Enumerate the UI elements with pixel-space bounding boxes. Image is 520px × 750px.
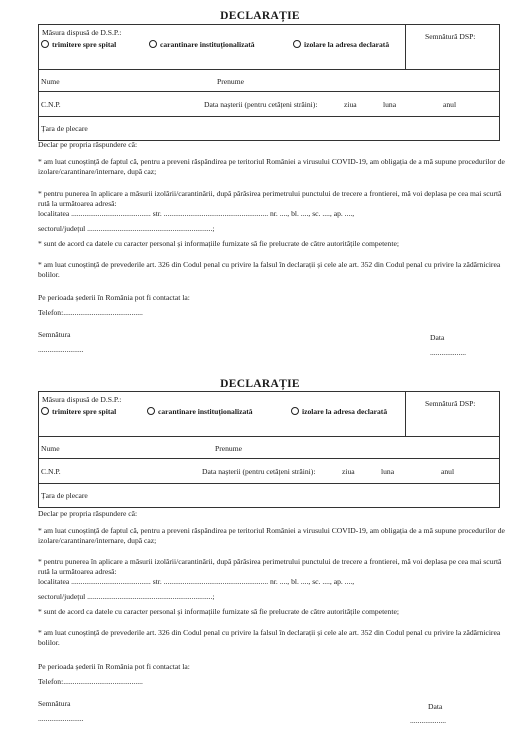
firstname-label: Prenume xyxy=(217,77,244,86)
signature-line[interactable]: ........................ xyxy=(38,714,84,723)
departure-label: Țara de plecare xyxy=(41,124,88,133)
name-label: Nume xyxy=(41,77,60,86)
phone-line[interactable]: Telefon:.......................................... xyxy=(38,677,143,686)
bullet-route: * pentru punerea în aplicare a măsurii izolării/carantinării, după părăsirea perimetrului punctului de trecere a frontierei, mă voi deplasa pe cea mai scurtă rută la următoarea adresă: xyxy=(38,189,502,208)
option-hospital[interactable] xyxy=(41,40,116,49)
contact-label: Pe perioada șederii în România pot fi contactat la: xyxy=(38,293,190,302)
bullet-covid: * am luat cunoștință de faptul că, pentru a preveni răspândirea pe teritoriul României a virusului COVID-19, am obligația de a mă supune procedurilor de izolare/carantinare/internare, după caz; xyxy=(38,526,505,545)
month-label: luna xyxy=(381,467,395,476)
radio-circle-icon[interactable] xyxy=(293,40,301,48)
bullet-route: * pentru punerea în aplicare a măsurii izolării/carantinării, după părăsirea perimetrului punctului de trecere a frontierei, mă voi deplasa pe cea mai scurtă rută la următoarea adresă: xyxy=(38,557,502,576)
signature-label: Semnătura xyxy=(38,699,71,708)
intro-text: Declar pe propria răspundere că: xyxy=(38,140,138,149)
option-quarantine-label: carantinare instituționalizată xyxy=(158,407,253,416)
form-title: DECLARAȚIE xyxy=(220,10,300,22)
contact-label: Pe perioada șederii în România pot fi contactat la: xyxy=(38,662,190,671)
radio-circle-icon[interactable] xyxy=(41,407,49,415)
sector-line[interactable]: sectorul/județul ..................................................................; xyxy=(38,224,215,233)
option-hospital[interactable] xyxy=(41,407,116,416)
year-label: anul xyxy=(441,467,455,476)
year-label: anul xyxy=(443,100,457,109)
signature-label: Semnătura xyxy=(38,330,71,339)
measure-label: Măsura dispusă de D.S.P.: xyxy=(42,395,122,404)
option-quarantine[interactable] xyxy=(149,40,255,49)
cnp-row[interactable] xyxy=(39,92,499,117)
form-title: DECLARAȚIE xyxy=(220,378,300,390)
option-isolation-label: izolare la adresa declarată xyxy=(302,407,388,416)
name-row[interactable] xyxy=(39,437,499,459)
date-line[interactable]: ................... xyxy=(430,348,467,357)
personal-data-table xyxy=(38,391,500,508)
cnp-label: C.N.P. xyxy=(41,100,61,109)
phone-line[interactable]: Telefon:.......................................... xyxy=(38,308,143,317)
birth-label: Data nașterii (pentru cetățeni străini): xyxy=(204,100,318,109)
sector-line[interactable]: sectorul/județul ..................................................................; xyxy=(38,592,215,601)
name-row[interactable] xyxy=(39,70,499,92)
departure-label: Țara de plecare xyxy=(41,491,88,500)
date-label: Data xyxy=(430,333,445,342)
address-line[interactable]: localitatea .......................................... str. ....................................................... nr. ...., bl. ...., sc. ...., ap. ...., xyxy=(38,209,355,218)
birth-label: Data nașterii (pentru cetățeni străini): xyxy=(202,467,316,476)
day-label: ziua xyxy=(344,100,357,109)
bullet-covid: * am luat cunoștință de faptul că, pentru a preveni răspândirea pe teritoriul României a virusului COVID-19, am obligația de a mă supune procedurilor de izolare/carantinare/internare, după caz; xyxy=(38,157,505,176)
month-label: luna xyxy=(383,100,397,109)
departure-row[interactable] xyxy=(39,117,499,141)
option-hospital-label: trimitere spre spital xyxy=(52,40,117,49)
option-hospital-label: trimitere spre spital xyxy=(52,407,117,416)
dsp-signature-label: Semnătură DSP: xyxy=(425,399,476,408)
measure-row xyxy=(39,392,499,437)
option-isolation-label: izolare la adresa declarată xyxy=(304,40,390,49)
bullet-penal: * am luat cunoștință de prevederile art. 326 din Codul penal cu privire la falsul în declarații și cele ale art. 352 din Codul penal cu privire la zădărnicirea bolilor. xyxy=(38,260,501,279)
dsp-signature-label: Semnătură DSP: xyxy=(425,32,476,41)
cnp-label: C.N.P. xyxy=(41,467,61,476)
address-line[interactable]: localitatea .......................................... str. ....................................................... nr. ...., bl. ...., sc. ...., ap. ...., xyxy=(38,577,355,586)
column-divider xyxy=(405,392,406,437)
radio-circle-icon[interactable] xyxy=(291,407,299,415)
radio-circle-icon[interactable] xyxy=(147,407,155,415)
bullet-gdpr: * sunt de acord ca datele cu caracter personal și informațiile furnizate să fie prelucrate de către autoritățile competente; xyxy=(38,607,399,616)
option-isolation[interactable] xyxy=(291,407,387,416)
column-divider xyxy=(405,25,406,70)
name-label: Nume xyxy=(41,444,60,453)
date-label: Data xyxy=(428,702,443,711)
option-isolation[interactable] xyxy=(293,40,389,49)
day-label: ziua xyxy=(342,467,355,476)
radio-circle-icon[interactable] xyxy=(41,40,49,48)
measure-label: Măsura dispusă de D.S.P.: xyxy=(42,28,122,37)
signature-line[interactable]: ........................ xyxy=(38,345,84,354)
measure-row xyxy=(39,25,499,70)
firstname-label: Prenume xyxy=(215,444,242,453)
radio-circle-icon[interactable] xyxy=(149,40,157,48)
option-quarantine[interactable] xyxy=(147,407,253,416)
cnp-row[interactable] xyxy=(39,459,499,484)
option-quarantine-label: carantinare instituționalizată xyxy=(160,40,255,49)
bullet-gdpr: * sunt de acord ca datele cu caracter personal și informațiile furnizate să fie prelucrate de către autoritățile competente; xyxy=(38,239,399,248)
personal-data-table xyxy=(38,24,500,141)
bullet-penal: * am luat cunoștință de prevederile art. 326 din Codul penal cu privire la falsul în declarații și cele ale art. 352 din Codul penal cu privire la zădărnicirea bolilor. xyxy=(38,628,501,647)
departure-row[interactable] xyxy=(39,484,499,508)
intro-text: Declar pe propria răspundere că: xyxy=(38,509,138,518)
date-line[interactable]: ................... xyxy=(410,716,447,725)
